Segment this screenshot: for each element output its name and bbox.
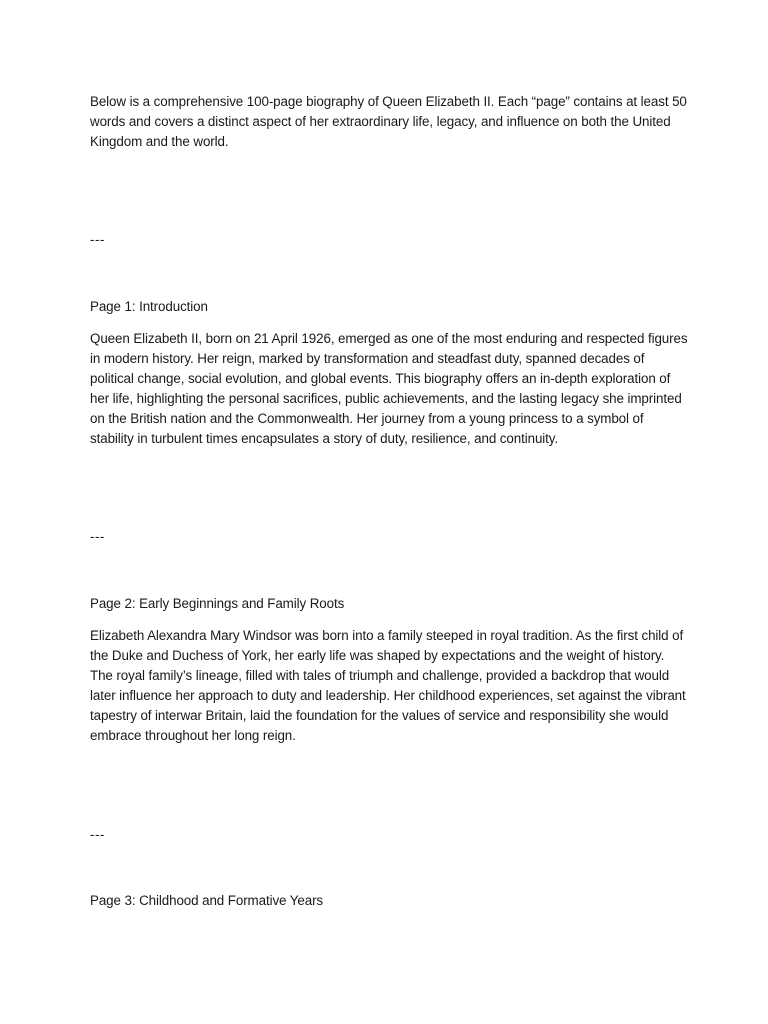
- intro-paragraph: Below is a comprehensive 100-page biography of Queen Elizabeth II. Each “page” contains at least 50 words and covers a distinct aspect of her extraordinary life, legacy, and influence on both the United Kingdom and the world.: [90, 94, 687, 149]
- section-heading: Page 3: Childhood and Formative Years: [90, 893, 324, 908]
- section-heading: Page 1: Introduction: [90, 299, 208, 314]
- section-body: Queen Elizabeth II, born on 21 April 1926, emerged as one of the most enduring and respected figures in modern history. Her reign, marked by transformation and steadfast duty, spanned decades of political change, social evolution, and global events. This biography offers an in-depth exploration of her life, highlighting the personal sacrifices, public achievements, and the lasting legacy she imprinted on the British nation and the Commonwealth. Her journey from a young princess to a symbol of stability in turbulent times encapsulates a story of duty, resilience, and continuity.: [90, 331, 688, 446]
- section-separator: ---: [90, 827, 105, 842]
- section-separator: ---: [90, 232, 105, 247]
- section-separator: ---: [90, 529, 105, 544]
- section-heading: Page 2: Early Beginnings and Family Roots: [90, 596, 345, 611]
- section-body: Elizabeth Alexandra Mary Windsor was born into a family steeped in royal tradition. As the first child of the Duke and Duchess of York, her early life was shaped by expectations and the weight of history. The royal family’s lineage, filled with tales of triumph and challenge, provided a backdrop that would later influence her approach to duty and leadership. Her childhood experiences, set against the vibrant tapestry of interwar Britain, laid the foundation for the values of service and responsibility she would embrace throughout her long reign.: [90, 628, 686, 743]
